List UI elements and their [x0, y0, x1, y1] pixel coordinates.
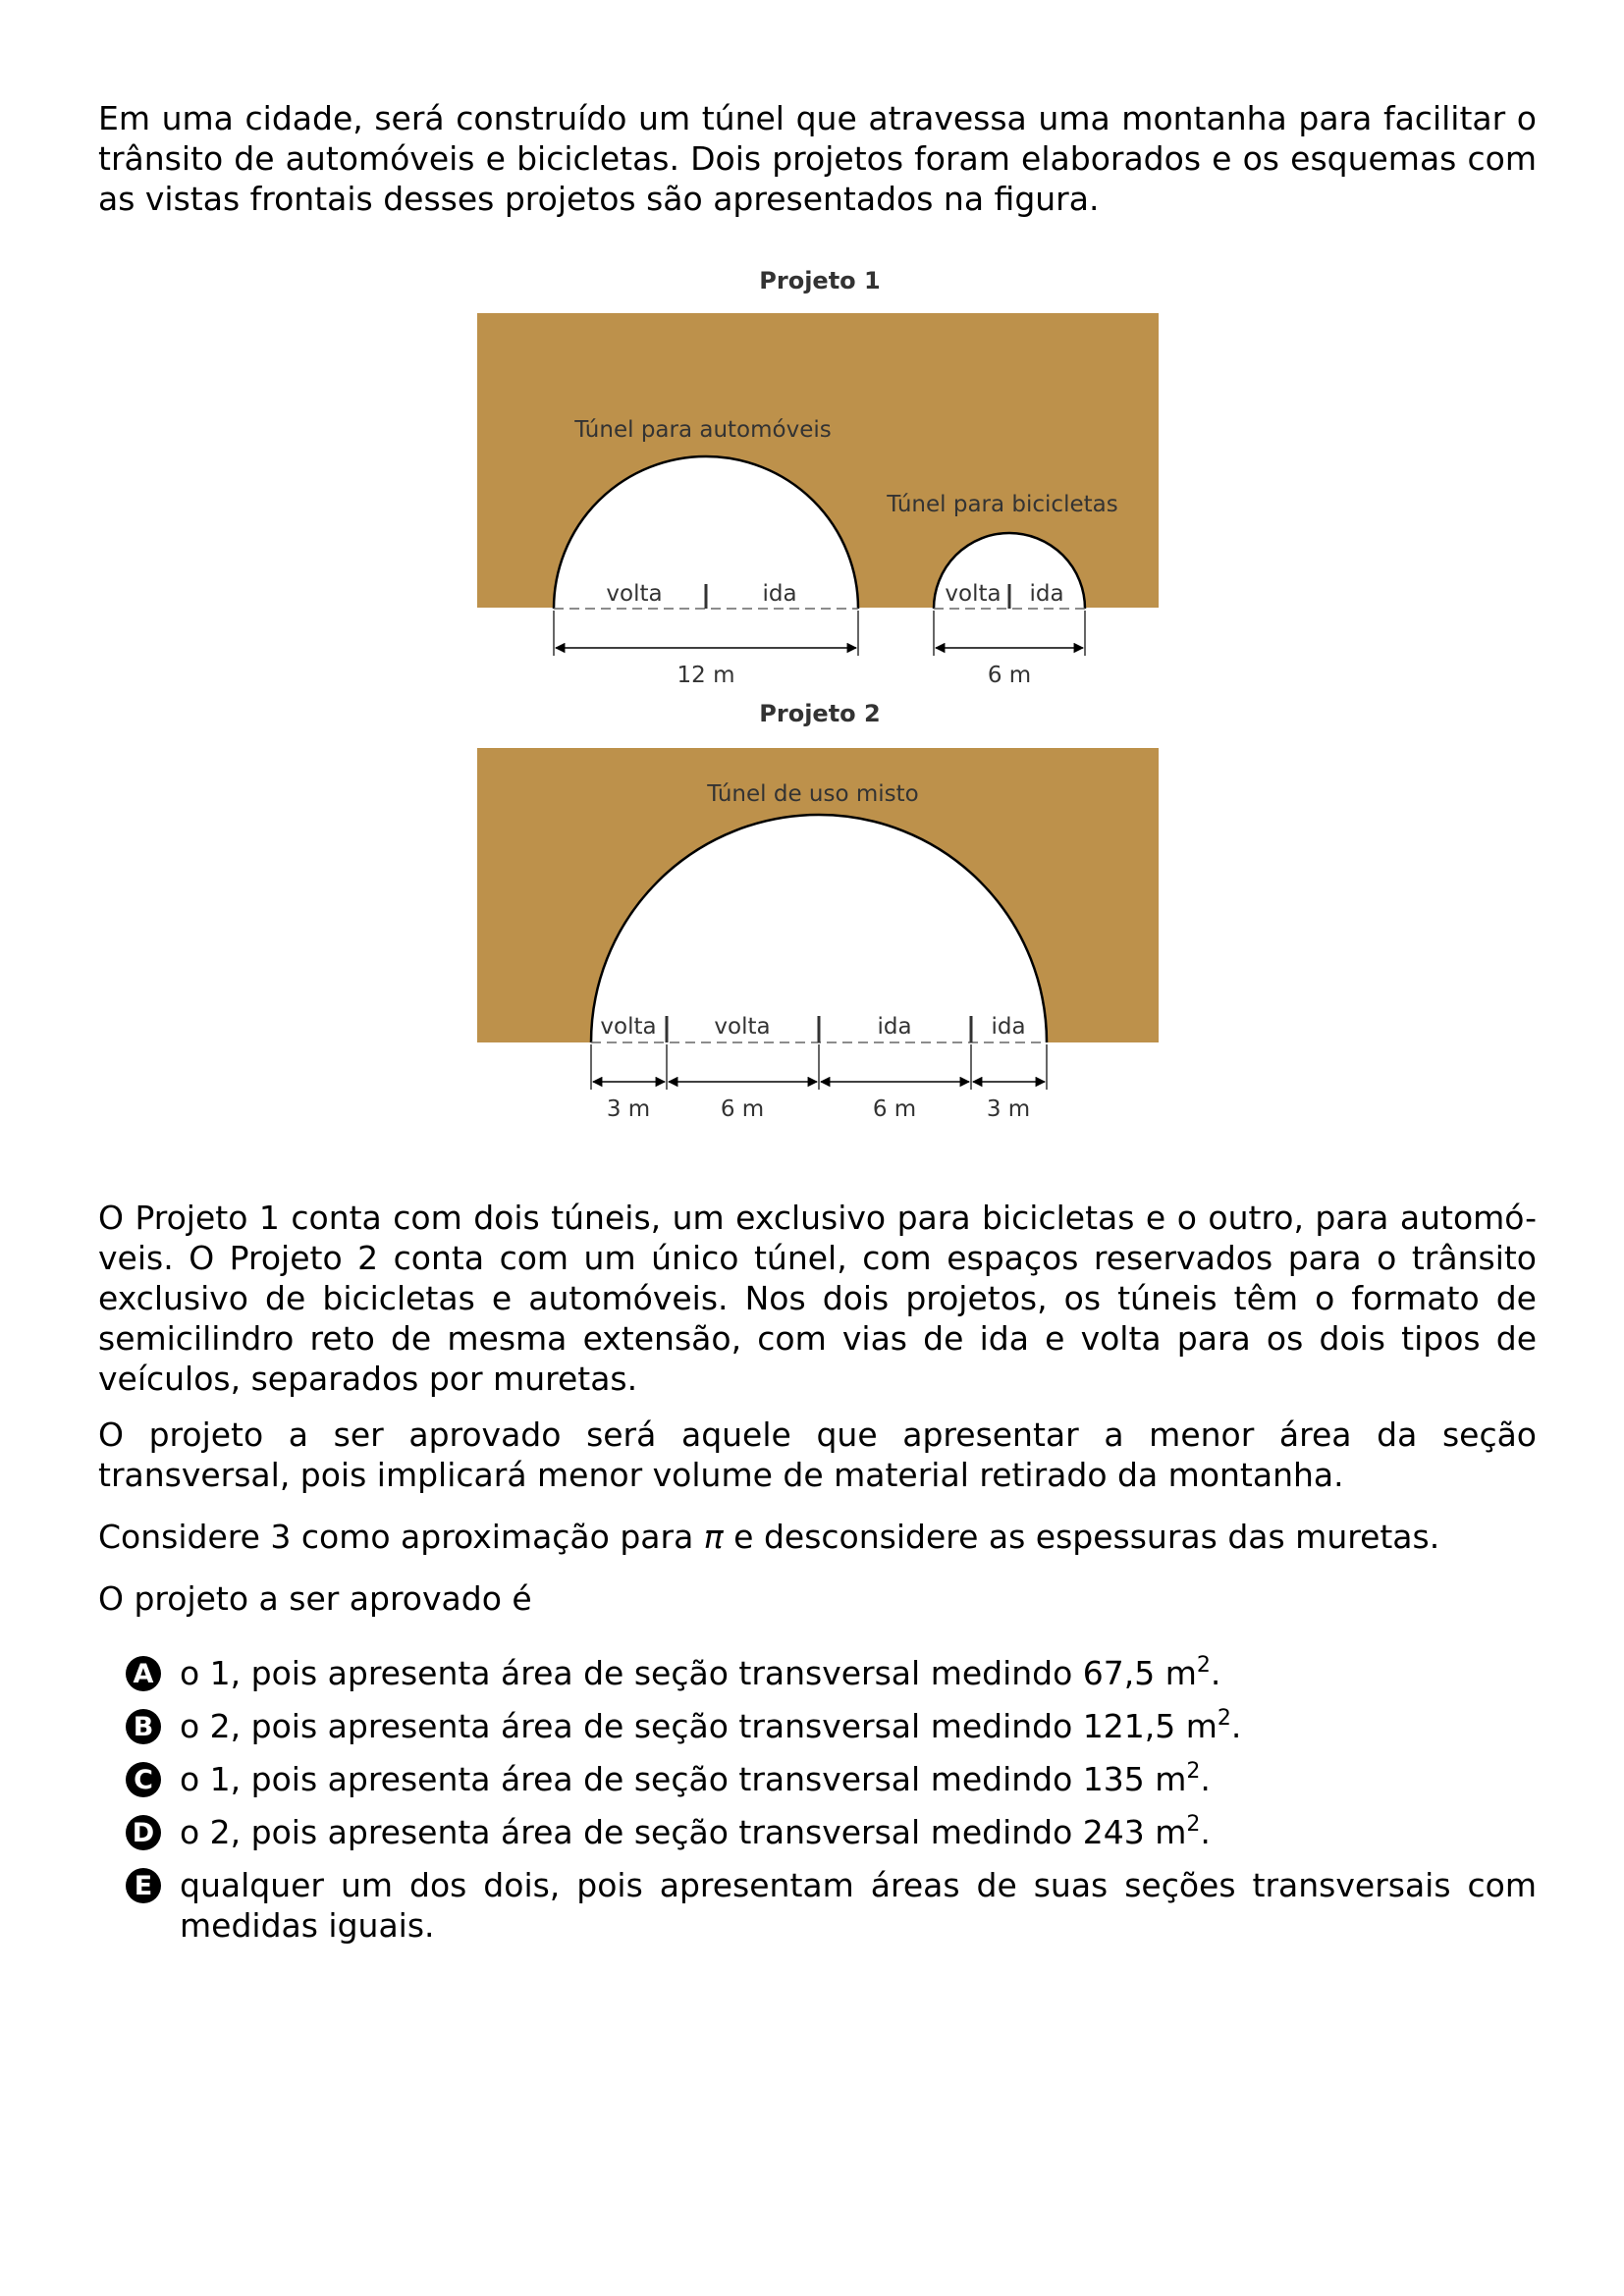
option-c[interactable] [126, 1759, 1537, 1799]
car-tunnel-label: Túnel para automóveis [574, 417, 832, 443]
option-c-text[interactable]: o 1, pois apresenta área de seção transversal medindo 135 $m^2$. [180, 1759, 1211, 1798]
option-b-badge[interactable]: B [126, 1709, 161, 1744]
option-e[interactable] [126, 1865, 1537, 1946]
mixed-width-2-label: 6 m [720, 1096, 765, 1122]
tunnel-diagram [477, 265, 1164, 1129]
mixed-lane-1-label: volta [600, 1014, 657, 1040]
bike-lane-left-label: volta [945, 581, 1001, 607]
pi-text-after: e desconsidere as espessuras das muretas. [723, 1518, 1440, 1556]
project2-title: Projeto 2 [759, 700, 881, 727]
pi-symbol: π [703, 1518, 724, 1556]
mixed-lane-2-label: volta [714, 1014, 771, 1040]
option-e-badge[interactable]: E [126, 1868, 161, 1903]
option-a-text[interactable]: o 1, pois apresenta área de seção transversal medindo 67,5 $m^2$. [180, 1653, 1221, 1692]
paragraph-projects: O Projeto 1 conta com dois túneis, um exclusivo para bicicletas e o outro, para automó- veis. O Projeto 2 conta com um único túnel, com espaços reservados para o trânsito exclusivo de bicicletas e automóveis. Nos dois projetos, os túneis têm o formato de semicilindro reto de mesma extensão, com vias de ida e volta para os dois tipos de veículos, separados por muretas. [98, 1199, 1537, 1398]
bike-width-label: 6 m [987, 663, 1032, 688]
question-stem: O projeto a ser aprovado é [98, 1579, 532, 1618]
option-d-text[interactable]: o 2, pois apresenta área de seção transversal medindo 243 $m^2$. [180, 1812, 1211, 1851]
option-b[interactable] [126, 1706, 1537, 1746]
bike-tunnel-label: Túnel para bicicletas [887, 492, 1118, 517]
bike-lane-right-label: ida [1029, 581, 1064, 607]
car-lane-left-label: volta [606, 581, 663, 607]
option-b-text[interactable]: o 2, pois apresenta área de seção transversal medindo 121,5 $m^2$. [180, 1706, 1242, 1745]
paragraph-pi-approximation [98, 1517, 1537, 1557]
mixed-width-3-label: 6 m [872, 1096, 917, 1122]
option-a[interactable] [126, 1653, 1537, 1693]
answer-options [126, 1653, 1537, 1958]
paragraph-approval-criterion: O projeto a ser aprovado será aquele que apresentar a menor área da seção transversal, pois implicará menor volume de material retirado da montanha. [98, 1415, 1537, 1494]
pi-text-before: Considere 3 como aproximação para [98, 1518, 704, 1556]
mixed-width-4-label: 3 m [986, 1096, 1031, 1122]
mixed-tunnel-label: Túnel de uso misto [707, 781, 919, 807]
car-width-label: 12 m [677, 663, 735, 688]
mixed-width-1-label: 3 m [606, 1096, 651, 1122]
option-e-text[interactable]: qualquer um dos dois, pois apresentam áreas de suas seções transversais com medidas iguais. [180, 1866, 1537, 1945]
option-a-badge[interactable]: A [126, 1656, 161, 1691]
car-lane-right-label: ida [762, 581, 797, 607]
mixed-lane-4-label: ida [991, 1014, 1026, 1040]
option-d-badge[interactable]: D [126, 1815, 161, 1850]
mixed-lane-3-label: ida [877, 1014, 912, 1040]
project1-title: Projeto 1 [759, 267, 881, 294]
option-c-badge[interactable]: C [126, 1762, 161, 1797]
intro-paragraph: Em uma cidade, será construído um túnel que atravessa uma montanha para facilitar o trânsito de automóveis e bicicletas. Dois projetos foram elaborados e os esquemas com as vistas frontais desses projetos são apresentados na figura. [98, 99, 1537, 218]
tunnel-figure [477, 265, 1164, 1129]
option-d[interactable] [126, 1812, 1537, 1852]
